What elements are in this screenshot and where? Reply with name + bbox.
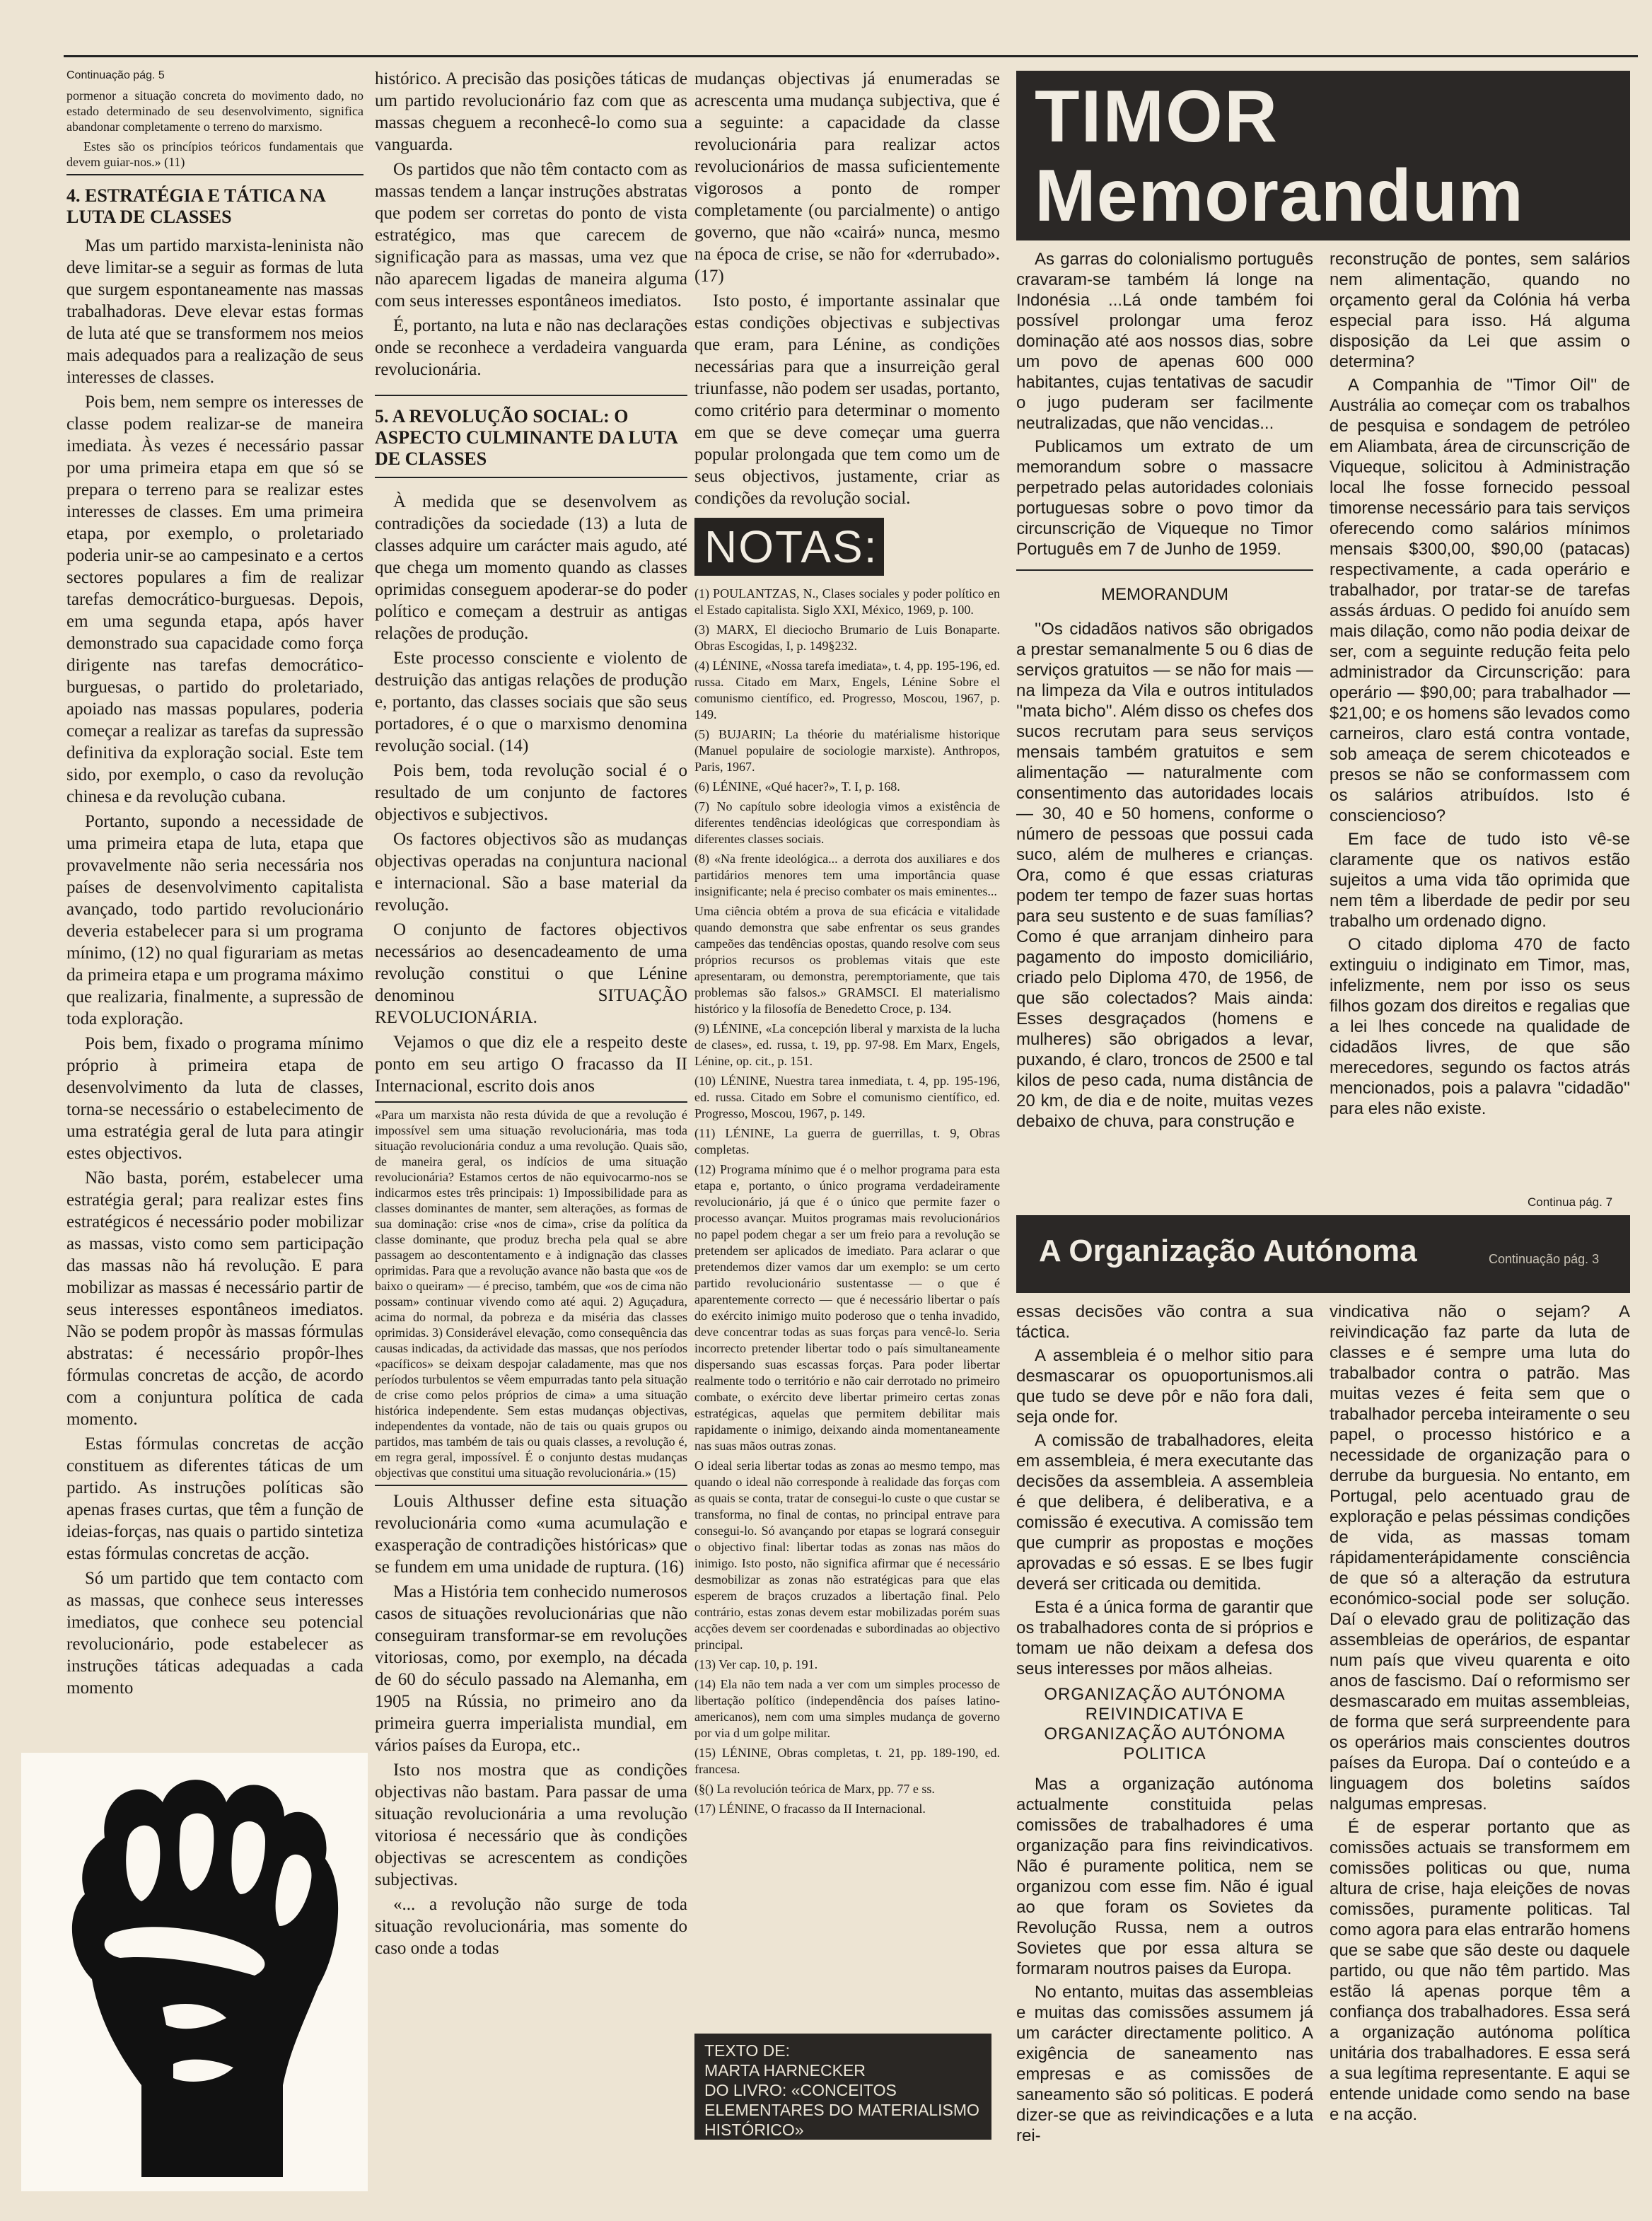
note-item: Uma ciência obtém a prova de sua eficácia e vitalidade quando demonstra que sabe enfrentar os seus grandes campeões das tendências opostas, quando resolve com seus próprios recursos os problemas vitais que este apresentaram, ou demonstra, peremptoriamente, que tais problemas são falsos.» GRAMSCI. El materialismo histórico y la filosofía de Benedetto Croce, p. 134. bbox=[694, 904, 1000, 1016]
divider bbox=[375, 1485, 687, 1486]
org-column-b bbox=[1330, 1301, 1630, 2200]
body-paragraph: Louis Althusser define esta situação revolucionária como «uma acumulação e exasperação de contradições históricas» que se fundem em uma unidade de ruptura. (16) bbox=[375, 1492, 687, 1577]
body-paragraph: No entanto, muitas das assembleias e muitas das comissões assumem já um carácter directamente politico. A exigência de saneamento nas empresas e as comissões de saneamento são só politicas. E poderá dizer-se que as reivindicações e a luta rei- bbox=[1016, 1983, 1313, 2145]
divider bbox=[1016, 569, 1313, 571]
divider bbox=[375, 477, 687, 478]
author-credit-box bbox=[694, 2034, 991, 2140]
top-rule bbox=[64, 55, 1638, 57]
body-paragraph: Os partidos que não têm contacto com as massas tendem a lançar instruções abstratas que podem ser corretas do ponto de vista estratégico, mas que carecem de significação para as massas, uma vez que não aparecem ligadas de maneira alguma com seus interesses espontâneos imediatos. bbox=[375, 160, 687, 311]
divider bbox=[66, 174, 363, 175]
section-4-heading: 4. ESTRATÉGIA E TÁTICA NA LUTA DE CLASSES bbox=[66, 185, 325, 227]
banner-title-line-1: TIMOR bbox=[1035, 76, 1279, 158]
intro-paragraph: Estes são os princípios teóricos fundamentais que devem guiar-nos.» (11) bbox=[66, 139, 363, 169]
org-column-a bbox=[1016, 1301, 1313, 2200]
note-item: (8) «Na frente ideológica... a derrota dos auxiliares e dos partidários menores tem uma importância quase insignificante; nela é preciso combater os mais eminentes... bbox=[694, 852, 1000, 898]
note-item: (4) LÉNINE, «Nossa tarefa imediata», t. 4, pp. 195-196, ed. russa. Citado em Marx, Engels, Lénine Sobre el comunismo científico, ed. Progresso, Moscou, 1967, p. 149. bbox=[694, 659, 1000, 721]
body-paragraph: A Companhia de ''Timor Oil'' de Austrália ao começar com os trabalhos de pesquisa e sondagem de petróleo em Aliambata, área de circunscrição de Viqueque, solicitou à Administração local lhe fosse fornecido pessoal timorense necessário para tais serviços oferecendo como salários mínimos mensais $300,00, $90,00 (patacas) respectivamente, a cada operário e trabalhador, por tratar-se de tarefas assás árduas. O pedido foi anuído sem mais dilação, como não podia deixar de ser, com a seguinte redução feita pelo administrador da Circunscrição: para operário — $90,00; para trabalhador — $21,00; e os homens são levados como carneiros, claro está contra vontade, sob ameaça de serem chicoteados e presos se não se conformassem com os salários atribuídos. Isto é consciencioso? bbox=[1330, 376, 1630, 825]
continuation-note: Continuação pág. 3 bbox=[1489, 1252, 1600, 1266]
credit-line: MARTA HARNECKER bbox=[704, 2061, 866, 2080]
body-paragraph: As garras do colonialismo português cravaram-se também lá longe na Indonésia ...Lá onde também foi possível prolongar uma feroz dominação até aos nossos dias, sobre um povo de apenas 600 000 habitantes, cujas tentativas de sacudir o jugo puderam ser facilmente neutralizadas, que não vencidas... bbox=[1016, 250, 1313, 433]
section-5-heading: 5. A REVOLUÇÃO SOCIAL: O ASPECTO CULMINANTE DA LUTA DE CLASSES bbox=[375, 406, 677, 469]
body-paragraph: Portanto, supondo a necessidade de uma primeira etapa de luta, etapa que provavelmente não seria necessária nos países de desenvolvimento capitalista avançado, todo partido revolucionário deveria estabelecer para si um programa mínimo, (12) no qual figurariam as metas da primeira etapa e um programa máximo que realizaria, finalmente, a supressão de toda exploração. bbox=[66, 812, 363, 1028]
banner-title: A Organização Autónoma bbox=[1039, 1234, 1417, 1268]
memorandum-heading: MEMORANDUM bbox=[1101, 585, 1228, 604]
body-paragraph: Pois bem, fixado o programa mínimo próprio à primeira etapa de desenvolvimento da luta de classes, torna-se necessário o estabelecimento de uma estratégia geral de luta para atingir estes objectivos. bbox=[66, 1034, 363, 1163]
notas-heading: NOTAS: bbox=[694, 518, 884, 576]
credit-line: TEXTO DE: bbox=[704, 2041, 790, 2060]
body-paragraph: mudanças objectivas já enumeradas se acrescenta uma mudança subjectiva, que é a seguinte: a capacidade da classe revolucionária para realizar actos revolucionários de massa suficientemente vigorosos a ponto de romper completamente (ou parcialmente) o antigo governo, que não «cairá» nunca, mesmo na época de crise, se não for «derrubado». (17) bbox=[694, 69, 1000, 286]
notes-list bbox=[694, 586, 1000, 1817]
intro-paragraph: pormenor a situação concreta do movimento dado, no estado determinado de seu desenvolvimento, significa abandonar completamente o terreno do marxismo. bbox=[66, 88, 363, 134]
divider bbox=[375, 1101, 687, 1103]
body-paragraph: Não basta, porém, estabelecer uma estratégia geral; para realizar estes fins estratégicos é necessário poder mobilizar as massas, visto como sem participação das massas não há revolução. E para mobilizar as massas é necessário partir de seus interesses espontâneos imediatos. Não se podem propôr às massas fórmulas abstratas: é necessário propôr-lhes fórmulas concretas de acção, de acordo com a conjuntura política de cada momento. bbox=[66, 1169, 363, 1429]
note-item: (9) LÉNINE, «La concepción liberal y marxista de la lucha de clases», ed. russa, t. 19, pp. 97-98. Em Marx, Engels, Lénine, op. cit., p. 151. bbox=[694, 1021, 1000, 1068]
body-paragraph: essas decisões vão contra a sua táctica. bbox=[1016, 1302, 1313, 1342]
body-paragraph: Mas a História tem conhecido numerosos casos de situações revolucionárias que não conseguiram transformar-se em revoluções vitoriosas, como, por exemplo, na década de 60 do século passado na Alemanha, em 1905 na Rússia, no primeiro ano da primeira guerra imperialista mundial, em vários países da Europa, etc.. bbox=[375, 1582, 687, 1755]
body-paragraph: A assembleia é o melhor sitio para desmascarar os opuoportunismos.ali que tudo se deve pôr e não fora dali, seja onde for. bbox=[1016, 1346, 1313, 1427]
note-item: O ideal seria libertar todas as zonas ao mesmo tempo, mas quando o ideal não corresponde à realidade das forças com as quais se conta, tratar de consegui-lo custe o que custar se transforma, no final de contas, no principal entrave para consegui-lo. Só avançando por etapas se logrará conseguir o objectivo final: libertar todas as zonas nas mãos do inimigo. Isto posto, não significa afirmar que é necessário desmobilizar as zonas não estratégicas para que elas esperem de braços cruzados a libertação final. Pelo contrário, estas zonas devem estar mobilizadas porém suas acções devem ser coordenadas e subordinadas ao objectivo principal. bbox=[694, 1459, 1000, 1652]
note-item: (10) LÉNINE, Nuestra tarea inmediata, t. 4, pp. 195-196, ed. russa. Citado em Sobre el comunismo científico, ed. Progresso, Moscou, 1967, p. 149. bbox=[694, 1074, 1000, 1120]
credit-line: ELEMENTARES DO MATERIALISMO bbox=[704, 2101, 979, 2119]
note-item: (13) Ver cap. 10, p. 191. bbox=[694, 1657, 818, 1671]
raised-fist-illustration bbox=[21, 1753, 368, 2191]
body-paragraph: Publicamos um extrato de um memorandum sobre o massacre perpetrado pelas autoridades coloniais portuguesas sobre o povo timor da circunscrição de Viqueque no Timor Português em 7 de Junho de 1959. bbox=[1016, 437, 1313, 559]
body-paragraph: Pois bem, nem sempre os interesses de classe podem realizar-se de maneira imediata. Às vezes é necessário passar por uma primeira etapa em que só se prepara o terreno para se realizar estes interesses de classes. Em uma primeira etapa, por exemplo, o proletariado poderia unir-se ao campesinato e a certos sectores populares a fim de realizar tarefas democrático-burguesas. Depois, em uma segunda etapa, após haver demonstrado sua capacidade como força dirigente nas tarefas democrático-burguesas, o partido do proletariado, apoiado nas massas populares, poderia começar a realizar as tarefas da supressão definitiva da exploração social. Este tem sido, por exemplo, o caso da revolução chinesa e da revolução cubana. bbox=[66, 393, 363, 806]
timor-column-a bbox=[1016, 249, 1313, 1211]
body-paragraph: Em face de tudo isto vê-se claramente que os nativos estão sujeitos a uma vida tão oprimida que nem têm a liberdade de pedir por seu trabalho um ordenado digno. bbox=[1330, 830, 1630, 931]
note-item: (12) Programa mínimo que é o melhor programa para esta etapa e, portanto, o único programa verdadeiramente revolucionário, já que é o único que permite fazer o processo avançar. Muitos programas mais revolucionários no papel podem chegar a ser um freio para a revolução se pretendem ser aplicados de imediato. Para aclarar o que pretendemos dizer vamos dar um exemplo: se um certo partido revolucionário sustentasse — o que é aparentemente correcto — que é necessário libertar o país do exército inimigo muito poderoso que o tenha invadido, deve concentrar todas as suas forças para vencê-lo. Seria incorrecto pretender libertar todo o país simultaneamente dispersando suas escassas forças. Para poder libertar realmente todo o território e não cair derrotado no primeiro combate, o exército deve libertar primeiro certas zonas estratégicas, aquelas que permitem debilitar mais rapidamente o inimigo, deixando ainda momentaneamente nas suas mãos outras zonas. bbox=[694, 1162, 1000, 1453]
article-column-2 bbox=[375, 68, 687, 2211]
body-paragraph: histórico. A precisão das posições táticas de um partido revolucionário faz com que as massas cheguem a reconhecê-lo como sua vanguarda. bbox=[375, 69, 687, 154]
note-item: (17) LÉNINE, O fracasso da II Internacional. bbox=[694, 1802, 926, 1816]
timor-memorandum-banner bbox=[1016, 71, 1630, 240]
note-item: (15) LÉNINE, Obras completas, t. 21, pp. 189-190, ed. francesa. bbox=[694, 1746, 1000, 1776]
note-item: (6) LÉNINE, «Qué hacer?», T. I, p. 168. bbox=[694, 779, 900, 794]
note-item: (3) MARX, El dieciocho Brumario de Luis Bonaparte. Obras Escogidas, I, p. 149§232. bbox=[694, 622, 1000, 653]
note-item: (7) No capítulo sobre ideologia vimos a existência de diferentes tendências ideológicas que correspondiam às diferentes classes sociais. bbox=[694, 799, 1000, 846]
body-paragraph: Vejamos o que diz ele a respeito deste ponto em seu artigo O fracasso da II Internacional, escrito dois anos bbox=[375, 1033, 687, 1096]
body-paragraph: Isto nos mostra que as condições objectivas não bastam. Para passar de uma situação revolucionária a uma revolução vitoriosa é necessário que às condições objectivas se acrescentem as condições subjectivas. bbox=[375, 1761, 687, 1889]
organizacao-autonoma-banner bbox=[1016, 1215, 1630, 1293]
note-item: (14) Ela não tem nada a ver com um simples processo de libertação político (independência dos países latino-americanos), nem com uma simples mudança de governo por via d um golpe militar. bbox=[694, 1677, 1000, 1740]
body-paragraph: reconstrução de pontes, sem salários nem alimentação, quando no orçamento geral da Colónia há verba especial para isso. Há alguma disposição da Lei que assim o determina? bbox=[1330, 250, 1630, 371]
body-paragraph: Pois bem, toda revolução social é o resultado de um conjunto de factores objectivos e subjectivos. bbox=[375, 761, 687, 824]
body-paragraph: À medida que se desenvolvem as contradições da sociedade (13) a luta de classes adquire um carácter mais agudo, até que chega um momento quando as classes oprimidas conseguem apoderar-se do poder político e começam a destruir as antigas relações de produção. bbox=[375, 492, 687, 643]
body-paragraph: Esta é a única forma de garantir que os trabalhadores conta de si próprios e tomam ue não deixam a defesa dos seus interesses por mãos alheias. bbox=[1016, 1598, 1313, 1678]
memorandum-text: ''Os cidadãos nativos são obrigados a prestar semanalmente 5 ou 6 dias de serviços gratuitos — se não for mais — na limpeza da Vila e outros intitulados ''mata bicho''. Além disso os chefes dos sucos recrutam para seus serviços mensais também gratuitos e sem alimentação — naturalmente com consentimento das autoridades locais — 30, 40 e 50 homens, conforme o número de pessoas que possui cada suco, além de mulheres e crianças. Ora, como é que essas criaturas podem ter tempo de fazer suas hortas para seu sustento e de suas famílias? Como é que arranjam dinheiro para pagamento do imposto domiciliário, criado pelo Diploma 470, de 1956, de que são colectados? Mais ainda: Esses desgraçados (homens e mulheres) são obrigados a levar, puxando, é claro, troncos de 2500 e tal kilos de peso cada, numa distância de 20 km, de dia e de noite, muitas vezes debaixo de chuva, para construção e bbox=[1016, 620, 1313, 1131]
body-paragraph: Estas fórmulas concretas de acção constituem as diferentes táticas de um partido. As instruções políticas são apenas frases curtas, que têm a função de ideias-forças, nas quais o partido sintetiza estas fórmulas concretas de acção. bbox=[66, 1434, 363, 1563]
body-paragraph: Mas a organização autónoma actualmente constituida pelas comissões de trabalhadores é uma organização para fins reivindicativos. Não é puramente politica, nem se organizou com esse fim. Não é igual ao que foram os Sovietes da Revolução Russa, nem a outros Sovietes que por essa altura se formaram noutros paises da Europa. bbox=[1016, 1775, 1313, 1978]
divider bbox=[375, 395, 687, 396]
note-item: (§() La revolución teórica de Marx, pp. 77 e ss. bbox=[694, 1782, 935, 1796]
timor-column-b bbox=[1330, 249, 1630, 1193]
body-paragraph: O conjunto de factores objectivos necessários ao desencadeamento de uma revolução constitui o que Lénine denominou SITUAÇÃO REVOLUCIONÁRIA. bbox=[375, 920, 687, 1027]
body-paragraph: Só um partido que tem contacto com as massas, que conhece seus interesses imediatos, que conhece seu potencial revolucionário, pode estabelecer as instruções táticas adequadas a cada momento bbox=[66, 1569, 363, 1698]
body-paragraph: É, portanto, na luta e não nas declarações onde se reconhece a verdadeira vanguarda revolucionária. bbox=[375, 316, 687, 379]
body-paragraph: Isto posto, é importante assinalar que estas condições objectivas e subjectivas que eram, para Lénine, as condições necessárias para que a insurreição geral triunfasse, não podem ser usadas, portanto, como critério para determinar o momento em que se deve começar uma guerra popular prolongada que tem como um de seus objectivos, justamente, criar as condições da revolução social. bbox=[694, 291, 1000, 508]
body-paragraph: O citado diploma 470 de facto extinguiu o indiginato em Timor, mas, infelizmente, nem por isso os seus filhos gozam dos direitos e regalias que a lei lhes concede na qualidade de cidadãos livres, de que são merecedores, segundo os factos atrás mencionados, pois a palavra ''cidadão'' para eles não existe. bbox=[1330, 935, 1630, 1118]
body-paragraph: Mas um partido marxista-leninista não deve limitar-se a seguir as formas de luta que surgem espontaneamente nas massas trabalhadoras. Deve elevar estas formas de luta até que se transformem nos meios mais adequados para a realização de seus interesses de classes. bbox=[66, 236, 363, 387]
banner-title-line-2: Memorandum bbox=[1035, 155, 1524, 237]
continued-note: Continua pág. 7 bbox=[1528, 1195, 1613, 1209]
article-column-3 bbox=[694, 68, 1000, 2211]
note-item: (11) LÉNINE, La guerra de guerrillas, t. 9, Obras completas. bbox=[694, 1126, 1000, 1156]
note-item: (5) BUJARIN; La théorie du matérialisme historique (Manuel populaire de sociologie marxiste). Anthropos, Paris, 1967. bbox=[694, 727, 1000, 774]
credit-line: HISTÓRICO» bbox=[704, 2121, 804, 2139]
subheading: ORGANIZAÇÃO AUTÓNOMA REIVINDICATIVA E ORGANIZAÇÃO AUTÓNOMA POLITICA bbox=[1044, 1685, 1286, 1763]
body-paragraph: A comissão de trabalhadores, eleita em assembleia, é mera executante das decisões da assembleia. A assembleia é que delibera, é deliberativa, e a comissão é executiva. A comissão tem que cumprir as propostas e moções aprovadas e só essas. E se lbes fugir deverá ser criticada ou demitida. bbox=[1016, 1431, 1313, 1594]
body-paragraph: vindicativa não o sejam? A reivindicação faz parte da luta de classes e é sempre uma luta do trabalbador contra o patrão. Mas muitas vezes é feita sem que o trabalhador perceba inteiramente o seu papel, o processo histórico e a necessidade de organização para o derrube da burguesia. No entanto, em Portugal, pelo acentuado grau de exploração e pelas péssimas condições de vida, as massas tomam rápidamenterápidamente consciência de que só a alteração da estrutura económico-social pode ser solução. Daí o elevado grau de politização das assembleias de operários, de espantar num país que viveu quarenta e oito anos de fascismo. Daí o reformismo ser desmascarado em muitas assembleias, de forma que será surpreendente para os operários mais conscientes doutros países da Europa. Daí o conteúdo e a linguagem dos boletins saídos nalgumas empresas. bbox=[1330, 1302, 1630, 1814]
body-paragraph: É de esperar portanto que as comissões actuais se transformem em comissões politicas ou que, numa altura de crise, haja eleições de novas comissões, puramente politicas. Tal como agora para elas entrarão homens que se sabe que são deste ou daquele partido, ou que não têm partido. Mas estão lá apenas porque têm a confiança dos trabalhadores. Essa será a organização autónoma política unitária dos trabalhadores. E essa será a sua legítima representante. E aqui se entende unidade como sendo na base e na acção. bbox=[1330, 1818, 1630, 2124]
note-item: (1) POULANTZAS, N., Clases sociales y poder político en el Estado capitalista. Siglo XXI, México, 1969, p. 100. bbox=[694, 586, 1000, 617]
body-paragraph: Os factores objectivos são as mudanças objectivas operadas na conjuntura nacional e internacional. São a base material da revolução. bbox=[375, 830, 687, 915]
body-paragraph: «... a revolução não surge de toda situação revolucionária, mas somente do caso onde a todas bbox=[375, 1895, 687, 1958]
body-paragraph: Este processo consciente e violento de destruição das antigas relações de produção e, portanto, das classes sociais que são seus portadores, é o que o marxismo denomina revolução social. (14) bbox=[375, 649, 687, 755]
credit-line: DO LIVRO: «CONCEITOS bbox=[704, 2081, 897, 2099]
continuation-note: Continuação pág. 5 bbox=[66, 69, 165, 81]
article-column-1 bbox=[66, 68, 363, 1751]
lenin-quote: «Para um marxista não resta dúvida de que a revolução é impossível sem uma situação revolucionária, mas toda situação revolucionária conduz a uma revolução. Quais são, de maneira geral, os indícios de uma situação revolucionária? Estamos certos de não equivocarmo-nos se indicarmos estes três principais: 1) Impossibilidade para as classes dominantes de manter, sem alterações, as formas de sua dominação: crise «nos de cima», crise da política da classe dominante, que produz brecha pela qual se abre passagem ao descontentamento e à indignação das classes oprimidas. Para que a revolução avance não basta que «os de baixo o queiram» — é preciso, também, que «os de cima não possam» continuar vivendo como até aqui. 2) Aguçadura, acima do normal, da pobreza e da miséria das classes oprimidas. 3) Considerável elevação, como consequência das causas indicadas, da actividade das massas, que nos períodos «pacíficos» se deixam despojar caladamente, mas que nos períodos turbulentos se vêem empurradas tanto pela situação de crise como pelos próprios de cima» a uma situação histórica independente. Sem estas mudanças objectivas, independentes da vontade, não de tais ou quais grupos ou partidos, mas também de tais ou quais classes, a revolução é, em regra geral, impossível. É o conjunto destas mudanças objectivas que constitui uma situação revolucionária.» (15) bbox=[375, 1108, 687, 1480]
